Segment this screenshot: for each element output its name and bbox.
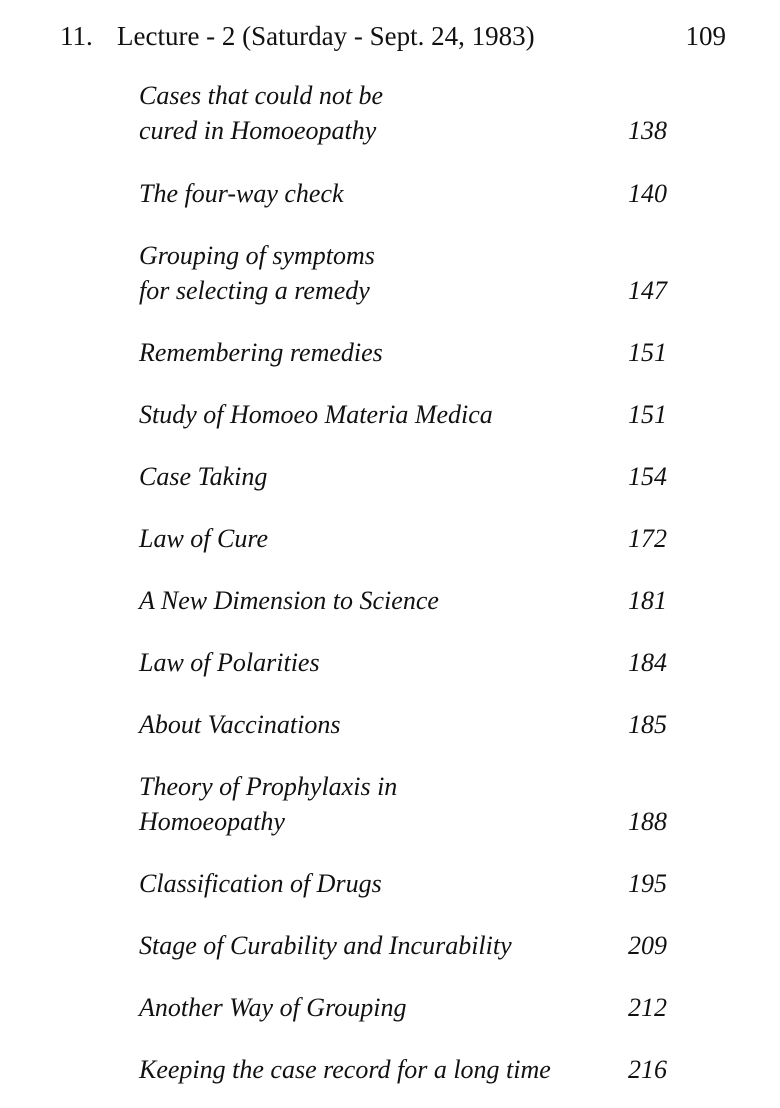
toc-entry-title: Study of Homoeo Materia Medica	[139, 400, 493, 429]
toc-entry-title: Keeping the case record for a long time	[139, 1055, 551, 1084]
toc-entry	[139, 645, 679, 680]
toc-entry-page: 154	[628, 462, 667, 491]
toc-entry-page: 172	[628, 524, 667, 553]
toc-entry-title: A New Dimension to Science	[139, 586, 439, 615]
toc-entry-title: Stage of Curability and Incurability	[139, 931, 512, 960]
toc-entry	[139, 335, 679, 370]
toc-entry-title: Classification of Drugs	[139, 869, 382, 898]
toc-entry-title: The four-way check	[139, 179, 344, 208]
toc-entry-page: 138	[628, 116, 667, 145]
toc-entry	[139, 1052, 679, 1087]
chapter-page-number: 109	[685, 21, 726, 51]
toc-entry	[139, 78, 679, 148]
toc-entry	[139, 521, 679, 556]
chapter-number: 11.	[60, 21, 93, 51]
toc-entry-page: 195	[628, 869, 667, 898]
toc-entry	[139, 397, 679, 432]
toc-entry-title: Cases that could not be cured in Homoeopathy	[139, 81, 384, 145]
toc-entry-page: 151	[628, 338, 667, 367]
toc-entry-page: 209	[628, 931, 667, 960]
toc-entry-page: 216	[628, 1055, 667, 1084]
chapter-title: Lecture - 2 (Saturday - Sept. 24, 1983)	[117, 21, 535, 51]
toc-entry	[139, 928, 679, 963]
toc-entry	[139, 238, 679, 308]
toc-entry	[139, 583, 679, 618]
toc-entry-title: Law of Polarities	[139, 648, 320, 677]
toc-entry-page: 147	[628, 276, 667, 305]
toc-entry	[139, 459, 679, 494]
toc-entry-page: 212	[628, 993, 667, 1022]
toc-entry-title: Grouping of symptoms for selecting a remedy	[139, 241, 375, 305]
toc-entry-page: 140	[628, 179, 667, 208]
toc-entry	[139, 990, 679, 1025]
toc-entry	[139, 866, 679, 901]
toc-entry-list	[139, 0, 679, 1108]
toc-entry	[139, 707, 679, 742]
toc-entry-page: 184	[628, 648, 667, 677]
toc-entry-title: Case Taking	[139, 462, 268, 491]
toc-entry-page: 181	[628, 586, 667, 615]
toc-entry-page: 151	[628, 400, 667, 429]
toc-entry	[139, 769, 679, 839]
toc-entry-title: Law of Cure	[139, 524, 269, 553]
toc-entry-title: Another Way of Grouping	[139, 993, 407, 1022]
toc-entry-title: Theory of Prophylaxis in Homoeopathy	[139, 772, 398, 836]
toc-entry-title: About Vaccinations	[139, 710, 341, 739]
toc-entry-page: 185	[628, 710, 667, 739]
toc-entry	[139, 176, 679, 211]
toc-entry-title: Remembering remedies	[139, 338, 383, 367]
toc-entry-page: 188	[628, 807, 667, 836]
